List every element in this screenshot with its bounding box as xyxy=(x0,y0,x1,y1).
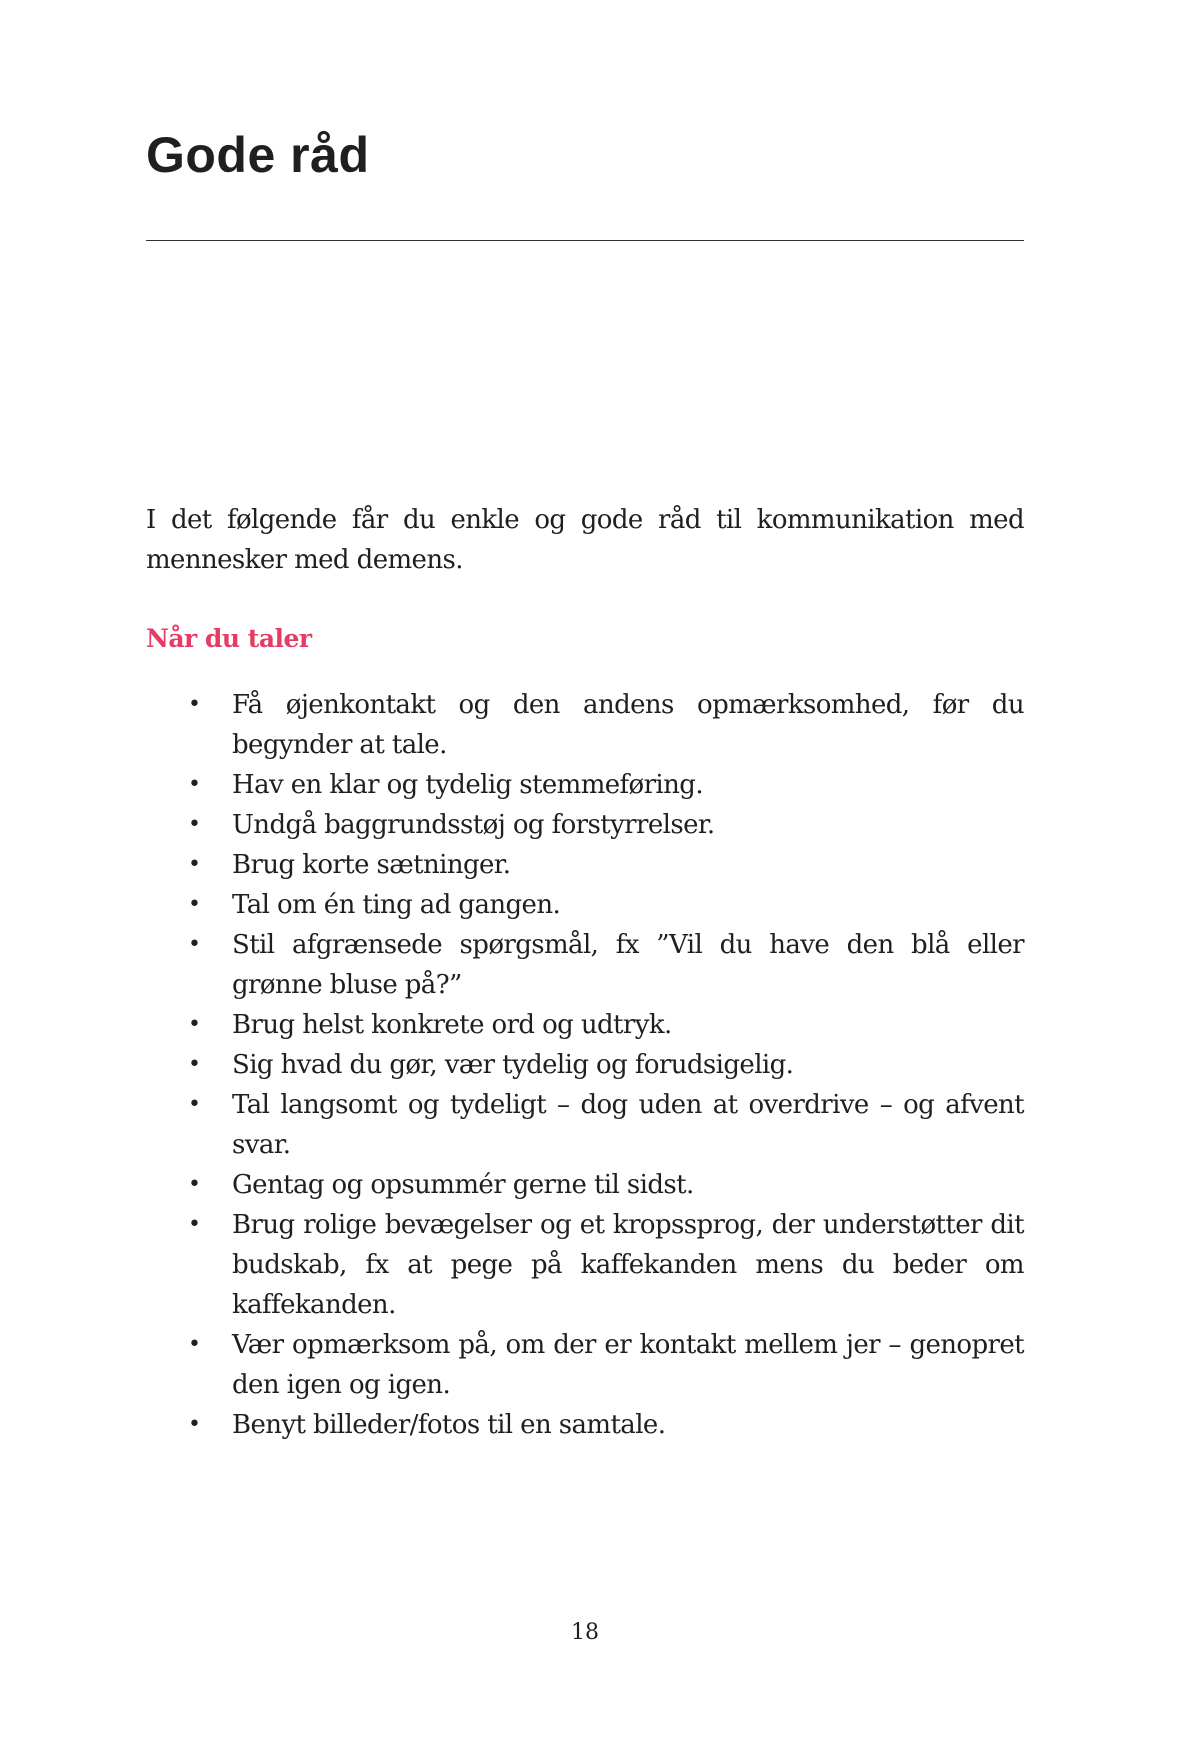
list-item-text: Undgå baggrundsstøj og forstyrrelser. xyxy=(232,810,715,840)
list-item xyxy=(146,1325,1024,1405)
list-item xyxy=(146,805,1024,845)
advice-list xyxy=(146,685,1024,1445)
bullet-icon: • xyxy=(188,1052,201,1077)
list-item xyxy=(146,1085,1024,1165)
list-item-text: Brug helst konkrete ord og udtryk. xyxy=(232,1010,672,1040)
list-item-text: Benyt billeder/fotos til en samtale. xyxy=(232,1410,666,1440)
page-title: Gode råd xyxy=(146,127,370,183)
list-item-text: Få øjenkontakt og den andens opmærksomhed, før du begynder at tale. xyxy=(232,690,1024,760)
list-item xyxy=(146,1405,1024,1445)
bullet-icon: • xyxy=(188,932,201,957)
bullet-icon: • xyxy=(188,812,201,837)
list-item-text: Brug rolige bevægelser og et kropssprog, der understøtter dit budskab, fx at pege på kaffekanden mens du beder om kaffekanden. xyxy=(232,1210,1024,1320)
list-item xyxy=(146,685,1024,765)
list-item xyxy=(146,765,1024,805)
list-item xyxy=(146,1205,1024,1325)
intro-paragraph: I det følgende får du enkle og gode råd til kommunikation med mennesker med demens. xyxy=(146,505,1024,575)
section-heading: Når du taler xyxy=(146,624,312,653)
bullet-icon: • xyxy=(188,1092,201,1117)
list-item-text: Sig hvad du gør, vær tydelig og forudsigelig. xyxy=(232,1050,794,1080)
list-item xyxy=(146,885,1024,925)
bullet-icon: • xyxy=(188,692,201,717)
list-item-text: Brug korte sætninger. xyxy=(232,850,511,880)
list-item-text: Hav en klar og tydelig stemmeføring. xyxy=(232,770,704,800)
bullet-icon: • xyxy=(188,1412,201,1437)
bullet-icon: • xyxy=(188,892,201,917)
list-item xyxy=(146,845,1024,885)
list-item-text: Gentag og opsummér gerne til sidst. xyxy=(232,1170,694,1200)
bullet-icon: • xyxy=(188,852,201,877)
bullet-icon: • xyxy=(188,1212,201,1237)
list-item xyxy=(146,1045,1024,1085)
bullet-icon: • xyxy=(188,1012,201,1037)
bullet-icon: • xyxy=(188,1172,201,1197)
title-divider xyxy=(146,240,1024,241)
list-item xyxy=(146,925,1024,1005)
list-item-text: Tal om én ting ad gangen. xyxy=(232,890,561,920)
bullet-icon: • xyxy=(188,1332,201,1357)
bullet-icon: • xyxy=(188,772,201,797)
list-item-text: Stil afgrænsede spørgsmål, fx ”Vil du have den blå eller grønne bluse på?” xyxy=(232,930,1024,1000)
list-item-text: Tal langsomt og tydeligt – dog uden at overdrive – og afvent svar. xyxy=(232,1090,1024,1160)
list-item xyxy=(146,1005,1024,1045)
page-number: 18 xyxy=(571,1620,599,1645)
list-item-text: Vær opmærksom på, om der er kontakt mellem jer – genopret den igen og igen. xyxy=(232,1330,1024,1400)
list-item xyxy=(146,1165,1024,1205)
